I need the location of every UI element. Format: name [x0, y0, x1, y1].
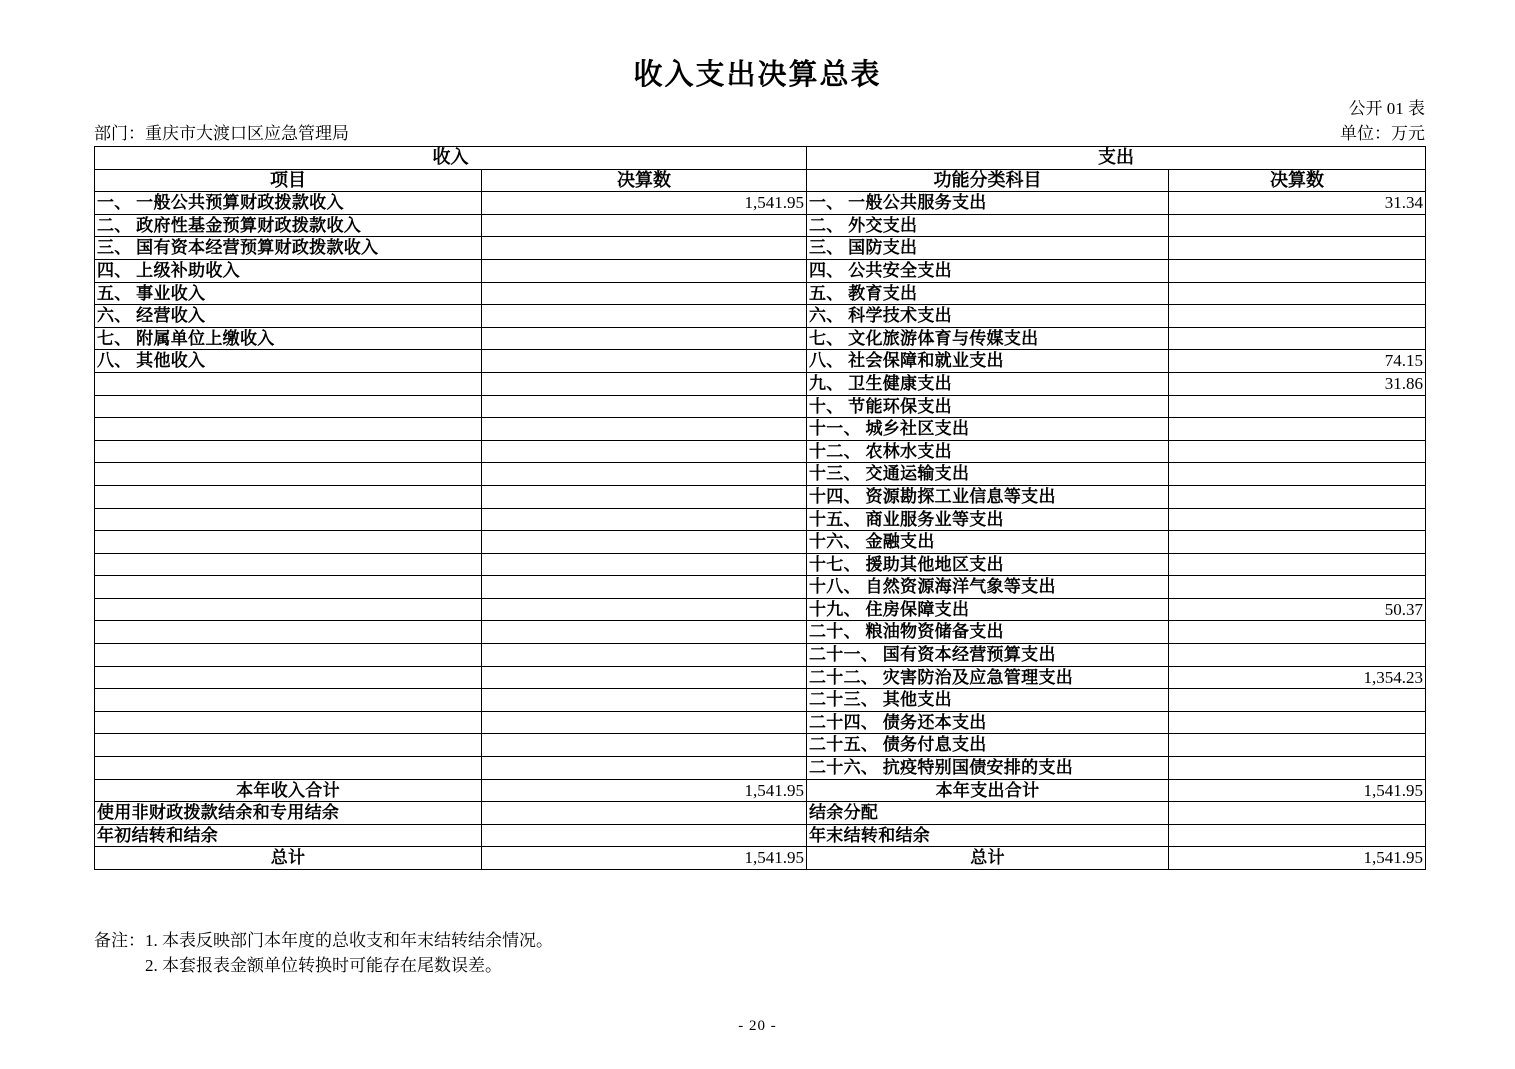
- expense-item-value: [1169, 327, 1426, 350]
- expense-summary-label: 本年支出合计: [807, 779, 1169, 802]
- summary-row: [95, 779, 1426, 802]
- income-item-label: [95, 553, 482, 576]
- income-item-label: [95, 395, 482, 418]
- income-item-value: [482, 350, 807, 373]
- expense-item-value: [1169, 757, 1426, 780]
- expense-item-value: [1169, 485, 1426, 508]
- income-item-value: [482, 711, 807, 734]
- income-item-label: [95, 689, 482, 712]
- table-row: [95, 508, 1426, 531]
- table-row: [95, 395, 1426, 418]
- notes-section: [94, 928, 553, 978]
- expense-summary-value: [1169, 802, 1426, 825]
- income-item-label: 三、 国有资本经营预算财政拨款收入: [95, 237, 482, 260]
- department-label: 部门：重庆市大渡口区应急管理局: [94, 124, 349, 143]
- expense-item-label: 十一、 城乡社区支出: [807, 418, 1169, 441]
- note-text-2: 2. 本套报表金额单位转换时可能存在尾数误差。: [145, 956, 502, 975]
- unit-label: 单位：万元: [1340, 124, 1425, 143]
- income-item-value: [482, 621, 807, 644]
- expense-item-value: [1169, 418, 1426, 441]
- expense-summary-label: 结余分配: [807, 802, 1169, 825]
- expense-item-value: [1169, 711, 1426, 734]
- income-item-label: [95, 508, 482, 531]
- page-title: 收入支出决算总表: [633, 59, 882, 91]
- income-item-label: 七、 附属单位上缴收入: [95, 327, 482, 350]
- section-header-row: [95, 147, 1426, 170]
- summary-row: [95, 847, 1426, 870]
- table-row: [95, 666, 1426, 689]
- expense-summary-value: 1,541.95: [1169, 779, 1426, 802]
- expense-item-value: [1169, 553, 1426, 576]
- expense-summary-label: 总计: [807, 847, 1169, 870]
- table-row: [95, 711, 1426, 734]
- expense-item-label: 六、 科学技术支出: [807, 305, 1169, 328]
- expense-item-value: [1169, 305, 1426, 328]
- income-item-value: [482, 463, 807, 486]
- expense-item-value: [1169, 508, 1426, 531]
- income-item-value: [482, 553, 807, 576]
- income-item-value: [482, 237, 807, 260]
- expense-item-label: 八、 社会保障和就业支出: [807, 350, 1169, 373]
- table-row: [95, 192, 1426, 215]
- income-item-value: [482, 666, 807, 689]
- expense-item-label: 二十五、 债务付息支出: [807, 734, 1169, 757]
- expense-item-value: [1169, 689, 1426, 712]
- table-row: [95, 644, 1426, 667]
- income-item-label: 四、 上级补助收入: [95, 259, 482, 282]
- income-item-value: [482, 214, 807, 237]
- table-code: 公开 01 表: [1348, 99, 1425, 118]
- expense-item-label: 十五、 商业服务业等支出: [807, 508, 1169, 531]
- table-row: [95, 598, 1426, 621]
- income-item-label: [95, 711, 482, 734]
- income-item-label: 五、 事业收入: [95, 282, 482, 305]
- table-row: [95, 305, 1426, 328]
- expense-item-label: 十七、 援助其他地区支出: [807, 553, 1169, 576]
- income-item-value: [482, 485, 807, 508]
- expense-item-value: 50.37: [1169, 598, 1426, 621]
- expense-item-value: [1169, 440, 1426, 463]
- table-row: [95, 327, 1426, 350]
- expense-item-value: [1169, 576, 1426, 599]
- income-summary-value: 1,541.95: [482, 779, 807, 802]
- income-item-label: 六、 经营收入: [95, 305, 482, 328]
- expense-item-label: 二十二、 灾害防治及应急管理支出: [807, 666, 1169, 689]
- income-item-value: [482, 757, 807, 780]
- income-item-label: 八、 其他收入: [95, 350, 482, 373]
- summary-row: [95, 824, 1426, 847]
- expense-item-label: 十八、 自然资源海洋气象等支出: [807, 576, 1169, 599]
- income-item-label: [95, 757, 482, 780]
- income-item-value: [482, 576, 807, 599]
- table-row: [95, 282, 1426, 305]
- income-item-value: [482, 689, 807, 712]
- table-row: [95, 485, 1426, 508]
- expense-summary-label: 年末结转和结余: [807, 824, 1169, 847]
- budget-summary-table: [94, 146, 1426, 870]
- expense-item-value: [1169, 214, 1426, 237]
- expense-summary-value: [1169, 824, 1426, 847]
- income-item-value: [482, 305, 807, 328]
- income-item-value: [482, 418, 807, 441]
- expense-item-value: [1169, 531, 1426, 554]
- expense-item-value: 1,354.23: [1169, 666, 1426, 689]
- expense-item-value: [1169, 621, 1426, 644]
- income-item-value: [482, 259, 807, 282]
- column-header-row: [95, 169, 1426, 192]
- expense-item-label: 四、 公共安全支出: [807, 259, 1169, 282]
- expense-item-label: 七、 文化旅游体育与传媒支出: [807, 327, 1169, 350]
- income-section-header: 收入: [95, 147, 807, 170]
- page-number: - 20 -: [738, 1018, 777, 1034]
- expense-section-header: 支出: [807, 147, 1426, 170]
- table-row: [95, 259, 1426, 282]
- note-line: [94, 953, 553, 978]
- income-item-label: 一、 一般公共预算财政拨款收入: [95, 192, 482, 215]
- expense-item-label: 十四、 资源勘探工业信息等支出: [807, 485, 1169, 508]
- expense-item-label: 二十、 粮油物资储备支出: [807, 621, 1169, 644]
- expense-item-value: [1169, 395, 1426, 418]
- expense-item-label: 十九、 住房保障支出: [807, 598, 1169, 621]
- table-row: [95, 237, 1426, 260]
- expense-item-value: 74.15: [1169, 350, 1426, 373]
- income-item-value: [482, 508, 807, 531]
- income-item-value: [482, 372, 807, 395]
- table-row: [95, 689, 1426, 712]
- income-item-value: 1,541.95: [482, 192, 807, 215]
- expense-item-value: [1169, 734, 1426, 757]
- expense-item-value: [1169, 282, 1426, 305]
- income-item-value: [482, 282, 807, 305]
- income-item-value: [482, 327, 807, 350]
- expense-item-label: 一、 一般公共服务支出: [807, 192, 1169, 215]
- expense-item-value: 31.86: [1169, 372, 1426, 395]
- income-summary-value: [482, 824, 807, 847]
- expense-amount-column-header: 决算数: [1169, 169, 1426, 192]
- table-row: [95, 553, 1426, 576]
- expense-item-value: [1169, 237, 1426, 260]
- note-text-1: 1. 本表反映部门本年度的总收支和年末结转结余情况。: [145, 931, 553, 950]
- income-item-label: [95, 372, 482, 395]
- expense-item-label: 十六、 金融支出: [807, 531, 1169, 554]
- income-item-label: 二、 政府性基金预算财政拨款收入: [95, 214, 482, 237]
- income-summary-label: 年初结转和结余: [95, 824, 482, 847]
- table-body: [95, 192, 1426, 870]
- table-row: [95, 214, 1426, 237]
- expense-item-label: 五、 教育支出: [807, 282, 1169, 305]
- income-item-label: [95, 734, 482, 757]
- meta-row: [94, 119, 1425, 144]
- table-row: [95, 463, 1426, 486]
- table-row: [95, 734, 1426, 757]
- table-row: [95, 531, 1426, 554]
- expense-item-value: [1169, 463, 1426, 486]
- income-item-value: [482, 644, 807, 667]
- income-item-label: [95, 418, 482, 441]
- expense-item-column-header: 功能分类科目: [807, 169, 1169, 192]
- expense-item-label: 十二、 农林水支出: [807, 440, 1169, 463]
- income-item-column-header: 项目: [95, 169, 482, 192]
- income-item-label: [95, 666, 482, 689]
- table-row: [95, 757, 1426, 780]
- expense-item-label: 二十一、 国有资本经营预算支出: [807, 644, 1169, 667]
- table-row: [95, 418, 1426, 441]
- income-summary-label: 使用非财政拨款结余和专用结余: [95, 802, 482, 825]
- expense-summary-value: 1,541.95: [1169, 847, 1426, 870]
- income-item-label: [95, 644, 482, 667]
- income-item-value: [482, 395, 807, 418]
- income-item-label: [95, 576, 482, 599]
- expense-item-value: [1169, 259, 1426, 282]
- note-line: [94, 928, 553, 953]
- income-summary-value: [482, 802, 807, 825]
- income-item-label: [95, 463, 482, 486]
- income-item-label: [95, 531, 482, 554]
- income-item-value: [482, 598, 807, 621]
- income-item-label: [95, 621, 482, 644]
- table-row: [95, 440, 1426, 463]
- table-row: [95, 372, 1426, 395]
- expense-item-label: 二十六、 抗疫特别国债安排的支出: [807, 757, 1169, 780]
- income-item-label: [95, 440, 482, 463]
- expense-item-label: 九、 卫生健康支出: [807, 372, 1169, 395]
- income-item-value: [482, 440, 807, 463]
- table-row: [95, 576, 1426, 599]
- income-amount-column-header: 决算数: [482, 169, 807, 192]
- expense-item-value: 31.34: [1169, 192, 1426, 215]
- expense-item-value: [1169, 644, 1426, 667]
- expense-item-label: 十三、 交通运输支出: [807, 463, 1169, 486]
- expense-item-label: 三、 国防支出: [807, 237, 1169, 260]
- expense-item-label: 二、 外交支出: [807, 214, 1169, 237]
- income-item-value: [482, 734, 807, 757]
- expense-item-label: 二十三、 其他支出: [807, 689, 1169, 712]
- income-summary-value: 1,541.95: [482, 847, 807, 870]
- income-item-label: [95, 485, 482, 508]
- notes-label: 备注：: [94, 931, 145, 950]
- income-item-label: [95, 598, 482, 621]
- income-item-value: [482, 531, 807, 554]
- expense-item-label: 十、 节能环保支出: [807, 395, 1169, 418]
- expense-item-label: 二十四、 债务还本支出: [807, 711, 1169, 734]
- table-row: [95, 621, 1426, 644]
- table-row: [95, 350, 1426, 373]
- income-summary-label: 本年收入合计: [95, 779, 482, 802]
- income-summary-label: 总计: [95, 847, 482, 870]
- summary-row: [95, 802, 1426, 825]
